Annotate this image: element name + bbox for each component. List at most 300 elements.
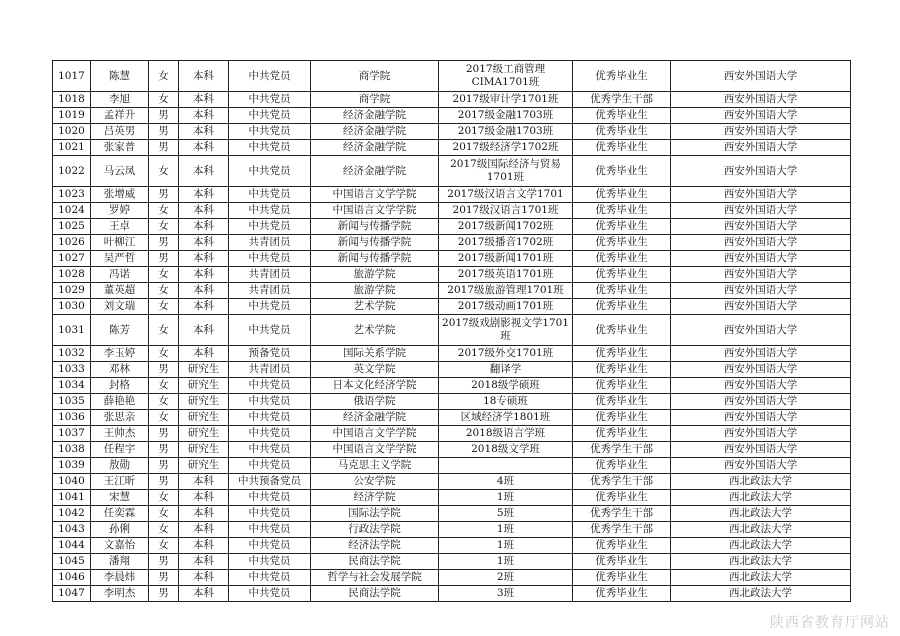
class-cell: 2018级文学班 (439, 442, 573, 458)
gender-cell: 女 (149, 346, 179, 362)
political-status-cell: 中共党员 (229, 490, 311, 506)
university-cell: 西安外国语大学 (671, 378, 851, 394)
degree-cell: 本科 (179, 299, 229, 315)
degree-cell: 本科 (179, 187, 229, 203)
award-cell: 优秀毕业生 (573, 538, 671, 554)
degree-cell: 本科 (179, 315, 229, 346)
table-row (53, 187, 851, 203)
name-cell: 董英超 (91, 283, 149, 299)
table-row (53, 490, 851, 506)
gender-cell: 男 (149, 235, 179, 251)
degree-cell: 本科 (179, 506, 229, 522)
serial-cell: 1039 (53, 458, 91, 474)
degree-cell: 研究生 (179, 362, 229, 378)
name-cell: 封格 (91, 378, 149, 394)
school-cell: 艺术学院 (311, 299, 439, 315)
degree-cell: 本科 (179, 267, 229, 283)
table-row (53, 140, 851, 156)
gender-cell: 男 (149, 554, 179, 570)
gender-cell: 男 (149, 474, 179, 490)
gender-cell: 女 (149, 538, 179, 554)
university-cell: 西北政法大学 (671, 506, 851, 522)
gender-cell: 男 (149, 251, 179, 267)
gender-cell: 男 (149, 108, 179, 124)
serial-cell: 1024 (53, 203, 91, 219)
award-cell: 优秀毕业生 (573, 586, 671, 602)
table-row (53, 410, 851, 426)
name-cell: 李旭 (91, 92, 149, 108)
school-cell: 经济学院 (311, 490, 439, 506)
table-row (53, 394, 851, 410)
university-cell: 西北政法大学 (671, 570, 851, 586)
university-cell: 西安外国语大学 (671, 346, 851, 362)
university-cell: 西北政法大学 (671, 538, 851, 554)
university-cell: 西安外国语大学 (671, 362, 851, 378)
class-cell: 2017级新闻1701班 (439, 251, 573, 267)
gender-cell: 女 (149, 92, 179, 108)
political-status-cell: 中共党员 (229, 586, 311, 602)
gender-cell: 女 (149, 156, 179, 187)
school-cell: 商学院 (311, 61, 439, 92)
university-cell: 西安外国语大学 (671, 124, 851, 140)
university-cell: 西安外国语大学 (671, 203, 851, 219)
political-status-cell: 中共党员 (229, 299, 311, 315)
university-cell: 西安外国语大学 (671, 442, 851, 458)
name-cell: 任程宇 (91, 442, 149, 458)
gender-cell: 男 (149, 187, 179, 203)
political-status-cell: 中共党员 (229, 108, 311, 124)
class-cell: 2017级汉语言1701班 (439, 203, 573, 219)
degree-cell: 本科 (179, 283, 229, 299)
class-cell: 2017级播音1702班 (439, 235, 573, 251)
serial-cell: 1022 (53, 156, 91, 187)
award-cell: 优秀毕业生 (573, 394, 671, 410)
political-status-cell: 共青团员 (229, 362, 311, 378)
award-cell: 优秀毕业生 (573, 251, 671, 267)
class-cell: 2017级外交1701班 (439, 346, 573, 362)
name-cell: 张家普 (91, 140, 149, 156)
award-cell: 优秀学生干部 (573, 442, 671, 458)
award-cell: 优秀毕业生 (573, 140, 671, 156)
gender-cell: 女 (149, 283, 179, 299)
award-cell: 优秀毕业生 (573, 124, 671, 140)
degree-cell: 本科 (179, 235, 229, 251)
table-row (53, 267, 851, 283)
name-cell: 叶柳江 (91, 235, 149, 251)
degree-cell: 研究生 (179, 378, 229, 394)
degree-cell: 本科 (179, 156, 229, 187)
serial-cell: 1025 (53, 219, 91, 235)
serial-cell: 1030 (53, 299, 91, 315)
university-cell: 西安外国语大学 (671, 61, 851, 92)
class-cell: 2018级语言学班 (439, 426, 573, 442)
university-cell: 西安外国语大学 (671, 315, 851, 346)
university-cell: 西安外国语大学 (671, 283, 851, 299)
degree-cell: 本科 (179, 92, 229, 108)
award-cell: 优秀毕业生 (573, 267, 671, 283)
political-status-cell: 中共党员 (229, 458, 311, 474)
serial-cell: 1047 (53, 586, 91, 602)
table-row (53, 156, 851, 187)
table-row (53, 203, 851, 219)
school-cell: 民商法学院 (311, 554, 439, 570)
serial-cell: 1037 (53, 426, 91, 442)
class-cell: 1班 (439, 490, 573, 506)
gender-cell: 女 (149, 219, 179, 235)
name-cell: 潘翔 (91, 554, 149, 570)
name-cell: 吕英男 (91, 124, 149, 140)
university-cell: 西北政法大学 (671, 474, 851, 490)
degree-cell: 本科 (179, 203, 229, 219)
table-row (53, 251, 851, 267)
gender-cell: 男 (149, 124, 179, 140)
table-row (53, 378, 851, 394)
political-status-cell: 中共党员 (229, 522, 311, 538)
class-cell: 1班 (439, 538, 573, 554)
award-cell: 优秀毕业生 (573, 235, 671, 251)
name-cell: 文嘉怡 (91, 538, 149, 554)
award-cell: 优秀毕业生 (573, 490, 671, 506)
serial-cell: 1036 (53, 410, 91, 426)
political-status-cell: 中共党员 (229, 394, 311, 410)
gender-cell: 男 (149, 458, 179, 474)
degree-cell: 研究生 (179, 442, 229, 458)
class-cell: 4班 (439, 474, 573, 490)
political-status-cell: 中共党员 (229, 378, 311, 394)
table-row (53, 506, 851, 522)
degree-cell: 本科 (179, 140, 229, 156)
table-row (53, 426, 851, 442)
degree-cell: 本科 (179, 490, 229, 506)
serial-cell: 1042 (53, 506, 91, 522)
political-status-cell: 中共党员 (229, 554, 311, 570)
gender-cell: 女 (149, 61, 179, 92)
table-row (53, 538, 851, 554)
name-cell: 张增威 (91, 187, 149, 203)
school-cell: 中国语言文学学院 (311, 442, 439, 458)
school-cell: 旅游学院 (311, 267, 439, 283)
political-status-cell: 中共党员 (229, 140, 311, 156)
award-cell: 优秀毕业生 (573, 61, 671, 92)
serial-cell: 1029 (53, 283, 91, 299)
school-cell: 日本文化经济学院 (311, 378, 439, 394)
class-cell: 2017级新闻1702班 (439, 219, 573, 235)
class-cell: 2017级经济学1702班 (439, 140, 573, 156)
political-status-cell: 中共党员 (229, 570, 311, 586)
serial-cell: 1023 (53, 187, 91, 203)
award-cell: 优秀毕业生 (573, 156, 671, 187)
gender-cell: 男 (149, 140, 179, 156)
political-status-cell: 共青团员 (229, 267, 311, 283)
university-cell: 西安外国语大学 (671, 426, 851, 442)
gender-cell: 男 (149, 570, 179, 586)
gender-cell: 女 (149, 410, 179, 426)
degree-cell: 研究生 (179, 426, 229, 442)
class-cell: 5班 (439, 506, 573, 522)
class-cell: 18专硕班 (439, 394, 573, 410)
school-cell: 经济金融学院 (311, 156, 439, 187)
name-cell: 冯诺 (91, 267, 149, 283)
political-status-cell: 中共党员 (229, 410, 311, 426)
award-cell: 优秀毕业生 (573, 410, 671, 426)
class-cell: 2017级戏剧影视文学1701班 (439, 315, 573, 346)
table-row (53, 283, 851, 299)
serial-cell: 1035 (53, 394, 91, 410)
gender-cell: 女 (149, 522, 179, 538)
table-row (53, 570, 851, 586)
table-row (53, 219, 851, 235)
school-cell: 英文学院 (311, 362, 439, 378)
table-row (53, 346, 851, 362)
university-cell: 西安外国语大学 (671, 251, 851, 267)
university-cell: 西安外国语大学 (671, 267, 851, 283)
gender-cell: 女 (149, 203, 179, 219)
degree-cell: 研究生 (179, 458, 229, 474)
university-cell: 西安外国语大学 (671, 140, 851, 156)
degree-cell: 本科 (179, 570, 229, 586)
university-cell: 西北政法大学 (671, 522, 851, 538)
class-cell: 翻译学 (439, 362, 573, 378)
award-cell: 优秀毕业生 (573, 378, 671, 394)
serial-cell: 1045 (53, 554, 91, 570)
school-cell: 马克思主义学院 (311, 458, 439, 474)
name-cell: 马云凤 (91, 156, 149, 187)
serial-cell: 1041 (53, 490, 91, 506)
university-cell: 西北政法大学 (671, 490, 851, 506)
degree-cell: 本科 (179, 522, 229, 538)
gender-cell: 女 (149, 315, 179, 346)
school-cell: 经济金融学院 (311, 124, 439, 140)
gender-cell: 男 (149, 362, 179, 378)
award-cell: 优秀毕业生 (573, 299, 671, 315)
award-cell: 优秀毕业生 (573, 203, 671, 219)
serial-cell: 1026 (53, 235, 91, 251)
class-cell: 2018级学硕班 (439, 378, 573, 394)
political-status-cell: 中共党员 (229, 156, 311, 187)
degree-cell: 研究生 (179, 410, 229, 426)
class-cell: 区域经济学1801班 (439, 410, 573, 426)
university-cell: 西安外国语大学 (671, 235, 851, 251)
award-cell: 优秀学生干部 (573, 506, 671, 522)
university-cell: 西安外国语大学 (671, 92, 851, 108)
name-cell: 吴严哲 (91, 251, 149, 267)
name-cell: 任奕霖 (91, 506, 149, 522)
school-cell: 哲学与社会发展学院 (311, 570, 439, 586)
name-cell: 罗婷 (91, 203, 149, 219)
class-cell: 1班 (439, 522, 573, 538)
political-status-cell: 中共党员 (229, 187, 311, 203)
name-cell: 王帅杰 (91, 426, 149, 442)
name-cell: 陈芳 (91, 315, 149, 346)
university-cell: 西安外国语大学 (671, 219, 851, 235)
school-cell: 旅游学院 (311, 283, 439, 299)
table-row (53, 92, 851, 108)
school-cell: 中国语言文学学院 (311, 203, 439, 219)
degree-cell: 本科 (179, 346, 229, 362)
political-status-cell: 中共党员 (229, 124, 311, 140)
gender-cell: 女 (149, 299, 179, 315)
political-status-cell: 中共党员 (229, 538, 311, 554)
serial-cell: 1019 (53, 108, 91, 124)
political-status-cell: 中共党员 (229, 251, 311, 267)
table-row (53, 586, 851, 602)
school-cell: 经济金融学院 (311, 410, 439, 426)
school-cell: 国际关系学院 (311, 346, 439, 362)
serial-cell: 1046 (53, 570, 91, 586)
university-cell: 西北政法大学 (671, 554, 851, 570)
award-cell: 优秀毕业生 (573, 187, 671, 203)
table-row (53, 474, 851, 490)
award-cell: 优秀毕业生 (573, 570, 671, 586)
serial-cell: 1031 (53, 315, 91, 346)
serial-cell: 1044 (53, 538, 91, 554)
table-row (53, 108, 851, 124)
school-cell: 新闻与传播学院 (311, 219, 439, 235)
name-cell: 张思亲 (91, 410, 149, 426)
table-row (53, 61, 851, 92)
class-cell: 2017级工商管理CIMA1701班 (439, 61, 573, 92)
table-row (53, 235, 851, 251)
class-cell: 2017级汉语言文学1701 (439, 187, 573, 203)
table-row (53, 554, 851, 570)
class-cell: 2017级英语1701班 (439, 267, 573, 283)
table-row (53, 458, 851, 474)
degree-cell: 本科 (179, 61, 229, 92)
degree-cell: 本科 (179, 251, 229, 267)
serial-cell: 1040 (53, 474, 91, 490)
table-row (53, 442, 851, 458)
school-cell: 中国语言文学学院 (311, 426, 439, 442)
serial-cell: 1020 (53, 124, 91, 140)
school-cell: 新闻与传播学院 (311, 251, 439, 267)
political-status-cell: 中共党员 (229, 426, 311, 442)
gender-cell: 女 (149, 378, 179, 394)
name-cell: 敖勋 (91, 458, 149, 474)
gender-cell: 男 (149, 442, 179, 458)
award-cell: 优秀毕业生 (573, 219, 671, 235)
degree-cell: 本科 (179, 219, 229, 235)
school-cell: 艺术学院 (311, 315, 439, 346)
gender-cell: 男 (149, 586, 179, 602)
degree-cell: 本科 (179, 124, 229, 140)
serial-cell: 1027 (53, 251, 91, 267)
school-cell: 经济法学院 (311, 538, 439, 554)
award-cell: 优秀学生干部 (573, 522, 671, 538)
school-cell: 新闻与传播学院 (311, 235, 439, 251)
serial-cell: 1028 (53, 267, 91, 283)
serial-cell: 1021 (53, 140, 91, 156)
serial-cell: 1043 (53, 522, 91, 538)
political-status-cell: 共青团员 (229, 235, 311, 251)
serial-cell: 1038 (53, 442, 91, 458)
serial-cell: 1032 (53, 346, 91, 362)
award-cell: 优秀毕业生 (573, 315, 671, 346)
award-cell: 优秀毕业生 (573, 108, 671, 124)
university-cell: 西安外国语大学 (671, 394, 851, 410)
class-cell: 3班 (439, 586, 573, 602)
name-cell: 宋慧 (91, 490, 149, 506)
class-cell: 2017级审计学1701班 (439, 92, 573, 108)
award-cell: 优秀学生干部 (573, 92, 671, 108)
political-status-cell: 中共预备党员 (229, 474, 311, 490)
name-cell: 李玉婷 (91, 346, 149, 362)
class-cell: 2017级金融1703班 (439, 124, 573, 140)
university-cell: 西安外国语大学 (671, 156, 851, 187)
political-status-cell: 预备党员 (229, 346, 311, 362)
university-cell: 西安外国语大学 (671, 187, 851, 203)
degree-cell: 研究生 (179, 394, 229, 410)
university-cell: 西安外国语大学 (671, 108, 851, 124)
political-status-cell: 共青团员 (229, 283, 311, 299)
name-cell: 王卓 (91, 219, 149, 235)
award-cell: 优秀毕业生 (573, 458, 671, 474)
school-cell: 经济金融学院 (311, 140, 439, 156)
serial-cell: 1018 (53, 92, 91, 108)
class-cell (439, 458, 573, 474)
name-cell: 王江昕 (91, 474, 149, 490)
degree-cell: 本科 (179, 108, 229, 124)
political-status-cell: 中共党员 (229, 203, 311, 219)
award-cell: 优秀毕业生 (573, 346, 671, 362)
political-status-cell: 中共党员 (229, 92, 311, 108)
serial-cell: 1034 (53, 378, 91, 394)
table-row (53, 315, 851, 346)
class-cell: 2017级国际经济与贸易1701班 (439, 156, 573, 187)
award-cell: 优秀毕业生 (573, 554, 671, 570)
school-cell: 公安学院 (311, 474, 439, 490)
gender-cell: 女 (149, 506, 179, 522)
degree-cell: 本科 (179, 474, 229, 490)
political-status-cell: 中共党员 (229, 219, 311, 235)
degree-cell: 本科 (179, 554, 229, 570)
degree-cell: 本科 (179, 586, 229, 602)
award-cell: 优秀毕业生 (573, 362, 671, 378)
political-status-cell: 中共党员 (229, 506, 311, 522)
school-cell: 商学院 (311, 92, 439, 108)
degree-cell: 本科 (179, 538, 229, 554)
honor-list-table (52, 60, 851, 602)
university-cell: 西安外国语大学 (671, 299, 851, 315)
name-cell: 李晨炜 (91, 570, 149, 586)
serial-cell: 1033 (53, 362, 91, 378)
name-cell: 陈慧 (91, 61, 149, 92)
award-cell: 优秀毕业生 (573, 426, 671, 442)
name-cell: 薛艳艳 (91, 394, 149, 410)
award-cell: 优秀毕业生 (573, 283, 671, 299)
class-cell: 2班 (439, 570, 573, 586)
political-status-cell: 中共党员 (229, 442, 311, 458)
class-cell: 1班 (439, 554, 573, 570)
university-cell: 西安外国语大学 (671, 458, 851, 474)
table-row (53, 299, 851, 315)
school-cell: 民商法学院 (311, 586, 439, 602)
table-row (53, 522, 851, 538)
school-cell: 国际法学院 (311, 506, 439, 522)
class-cell: 2017级旅游管理1701班 (439, 283, 573, 299)
gender-cell: 女 (149, 394, 179, 410)
name-cell: 孟祥升 (91, 108, 149, 124)
gender-cell: 女 (149, 490, 179, 506)
class-cell: 2017级金融1703班 (439, 108, 573, 124)
political-status-cell: 中共党员 (229, 315, 311, 346)
name-cell: 孙俐 (91, 522, 149, 538)
table-row (53, 362, 851, 378)
table-row (53, 124, 851, 140)
political-status-cell: 中共党员 (229, 61, 311, 92)
university-cell: 西北政法大学 (671, 586, 851, 602)
name-cell: 邓林 (91, 362, 149, 378)
class-cell: 2017级动画1701班 (439, 299, 573, 315)
